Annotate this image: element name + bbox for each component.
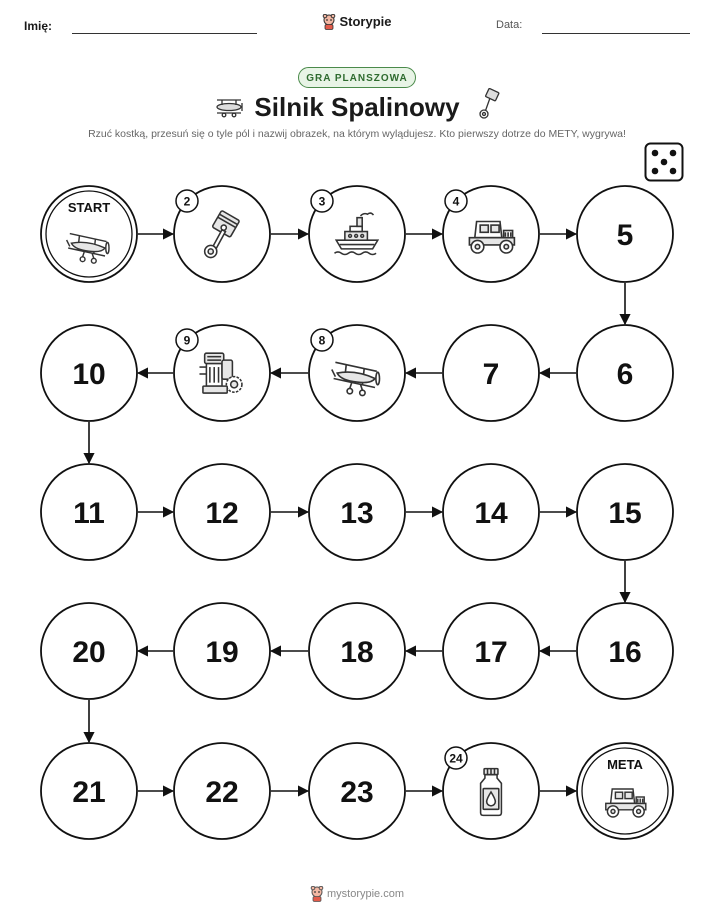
footer xyxy=(0,886,714,902)
mascot-icon xyxy=(310,886,324,902)
space-number: 2 xyxy=(183,194,191,209)
brand-name: Storypie xyxy=(339,14,392,30)
space-number: 14 xyxy=(474,497,508,530)
space-number: 11 xyxy=(73,497,105,530)
board-space-5 xyxy=(577,186,673,282)
board-space-18 xyxy=(309,603,405,699)
space-number: 20 xyxy=(72,636,106,669)
space-number: 12 xyxy=(205,497,239,530)
instructions: Rzuć kostką, przesuń się o tyle pól i nazwij obrazek, na którym wylądujesz. Kto pierwszy dotrze do METY, wygrywa! xyxy=(88,128,626,140)
board-space-7 xyxy=(443,325,539,421)
space-number: 5 xyxy=(616,219,634,252)
board-space-3 xyxy=(309,186,405,282)
board-space-21 xyxy=(41,743,137,839)
space-number: 24 xyxy=(449,751,463,766)
space-number: 10 xyxy=(72,358,106,391)
game-badge: GRA PLANSZOWA xyxy=(298,67,416,88)
space-number: 9 xyxy=(183,333,191,348)
board-space-16 xyxy=(577,603,673,699)
board-space-10 xyxy=(41,325,137,421)
board-space-14 xyxy=(443,464,539,560)
board-space-24 xyxy=(443,743,539,839)
start-label: START xyxy=(67,200,111,215)
board-space-22 xyxy=(174,743,270,839)
space-number: 16 xyxy=(608,636,642,669)
space-number: 15 xyxy=(608,497,642,530)
board-space-15 xyxy=(577,464,673,560)
finish-space xyxy=(577,743,673,839)
finish-label: META xyxy=(607,757,643,772)
board-space-12 xyxy=(174,464,270,560)
board-space-20 xyxy=(41,603,137,699)
board-space-8 xyxy=(309,325,405,421)
space-number: 22 xyxy=(205,776,239,809)
board-space-13 xyxy=(309,464,405,560)
space-number: 18 xyxy=(340,636,374,669)
board-space-6 xyxy=(577,325,673,421)
space-number: 19 xyxy=(205,636,239,669)
board-space-4 xyxy=(443,186,539,282)
space-number: 4 xyxy=(452,194,460,209)
space-number: 21 xyxy=(72,776,106,809)
board-space-9 xyxy=(174,325,270,421)
space-number: 7 xyxy=(482,358,500,391)
board-space-23 xyxy=(309,743,405,839)
space-number: 17 xyxy=(474,636,508,669)
name-label: Imię: xyxy=(24,19,53,33)
date-label: Data: xyxy=(496,19,523,31)
space-number: 23 xyxy=(340,776,374,809)
space-number: 13 xyxy=(340,497,374,530)
space-number: 6 xyxy=(616,358,634,391)
footer-url: mystorypie.com xyxy=(326,888,405,900)
board-space-17 xyxy=(443,603,539,699)
space-number: 3 xyxy=(318,194,326,209)
board-cells xyxy=(41,186,673,839)
start-space xyxy=(41,186,137,282)
page-title: Silnik Spalinowy xyxy=(254,92,460,122)
space-number: 8 xyxy=(318,333,326,348)
board-space-2 xyxy=(174,186,270,282)
board-space-19 xyxy=(174,603,270,699)
board-space-11 xyxy=(41,464,137,560)
